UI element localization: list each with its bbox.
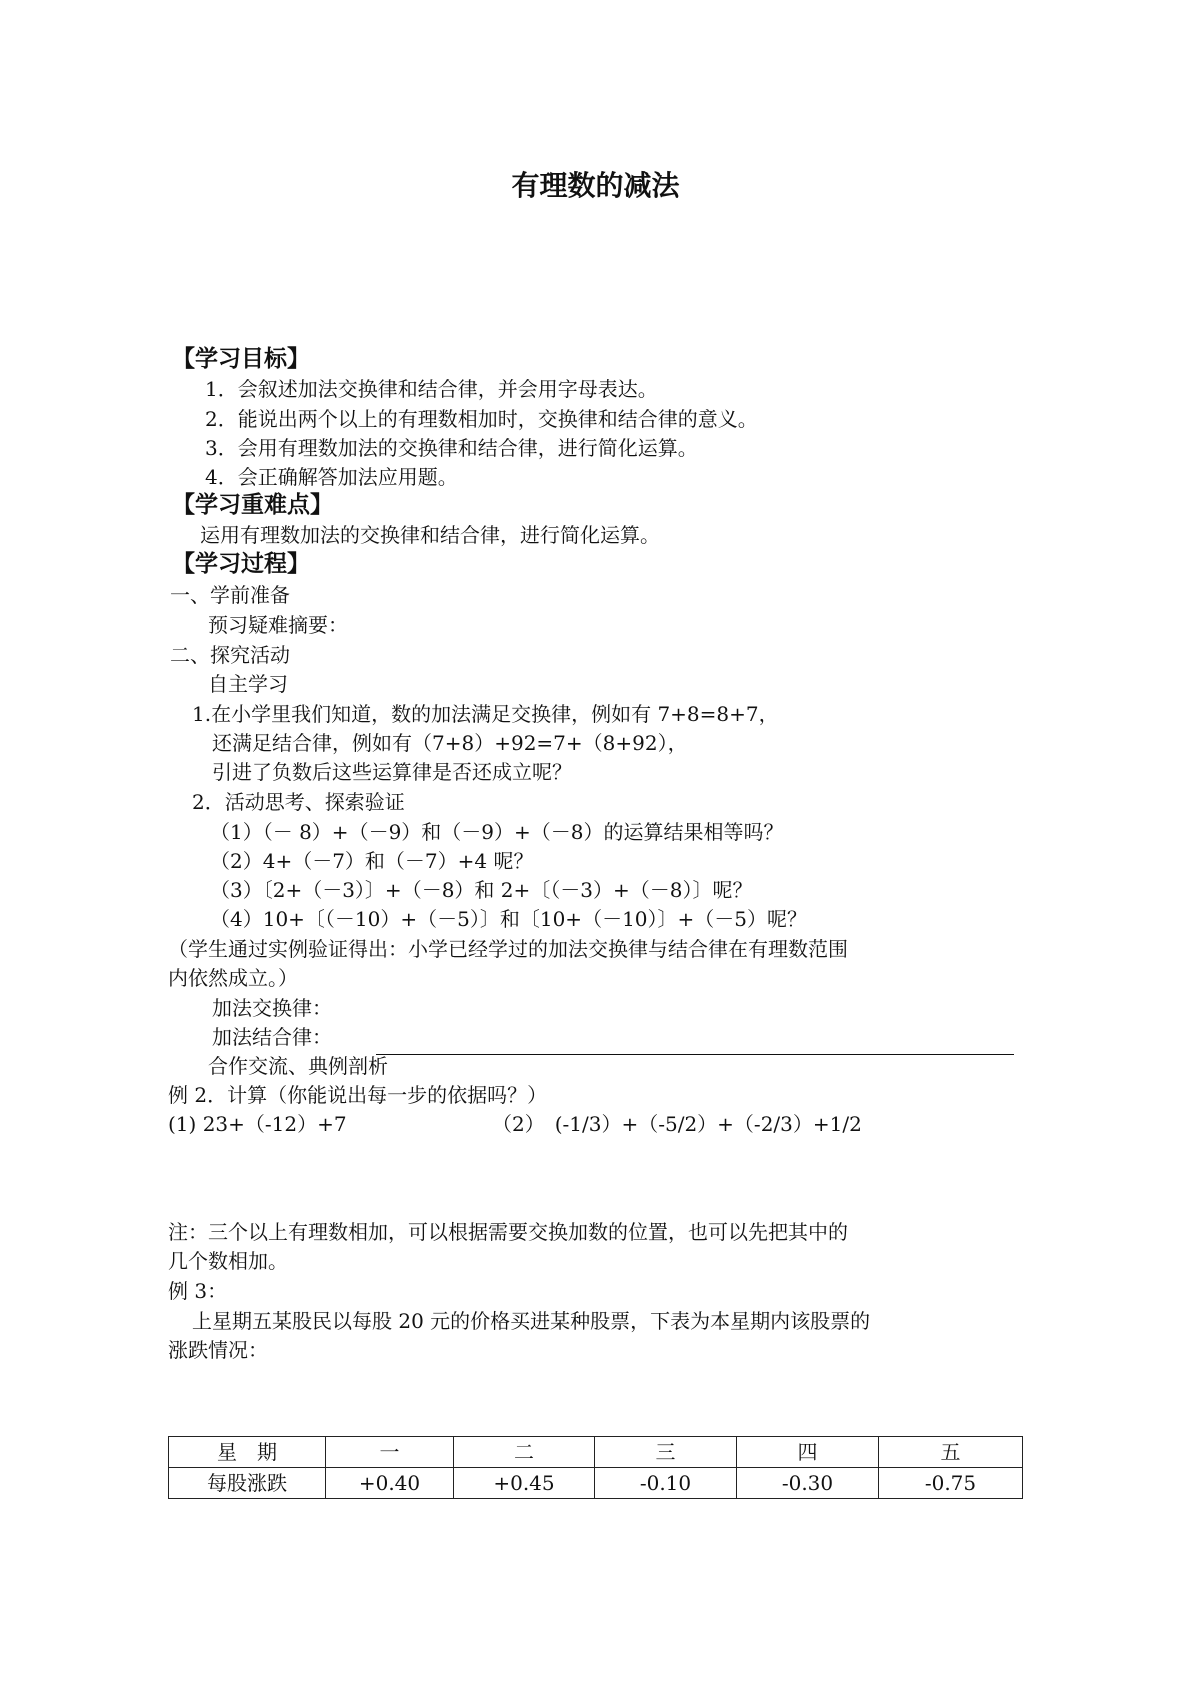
example2-item-2: （2） (-1/3）+（-5/2）+（-2/3）+1/2	[492, 1112, 862, 1136]
page-title: 有理数的减法	[511, 169, 680, 202]
example3-heading: 例 3：	[168, 1279, 228, 1303]
table-change-cell: +0.45	[454, 1468, 595, 1499]
commutative-law-label: 加法交换律：	[212, 996, 332, 1020]
table-change-cell: +0.40	[326, 1468, 454, 1499]
question1-line: 1.在小学里我们知道，数的加法满足交换律，例如有 7+8=8+7，	[192, 702, 779, 726]
table-day-cell: 四	[737, 1437, 879, 1468]
key-points-text: 运用有理数加法的交换律和结合律，进行简化运算。	[200, 523, 660, 547]
process-heading: 【学习过程】	[172, 551, 310, 577]
question2-item: （1）（－ 8）+（－9）和（－9）+（－8）的运算结果相等吗？	[210, 820, 784, 844]
question1-line: 引进了负数后这些运算律是否还成立呢？	[212, 760, 572, 784]
example2-item-1: (1) 23+（-12）+7	[168, 1112, 347, 1136]
table-day-cell: 三	[595, 1437, 737, 1468]
question2-item: （4）10+〔（－10）+（－5）〕和〔10+（－10）〕+（－5）呢？	[210, 907, 808, 931]
objective-item: 1．会叙述加法交换律和结合律，并会用字母表达。	[205, 377, 658, 401]
note-line: 几个数相加。	[168, 1249, 288, 1273]
part1-sub: 预习疑难摘要：	[208, 613, 348, 637]
table-row-label: 每股涨跌	[169, 1468, 326, 1499]
table-day-cell: 一	[326, 1437, 454, 1468]
stock-change-table	[168, 1436, 1023, 1499]
conclusion-line: 内依然成立。）	[168, 966, 298, 990]
table-header-cell: 星 期	[169, 1437, 326, 1468]
part2-sub: 自主学习	[208, 672, 288, 696]
question2-item: （3）〔2+（－3）〕+（－8）和 2+〔（－3）+（－8）〕呢？	[210, 878, 753, 902]
cooperation-label: 合作交流、典例剖析	[208, 1054, 388, 1078]
part1-label: 一、学前准备	[170, 583, 290, 607]
question1-line: 还满足结合律，例如有（7+8）+92=7+（8+92），	[212, 731, 688, 755]
commutative-law-answer-line	[376, 1054, 1014, 1055]
question2-item: （2）4+（－7）和（－7）+4 呢？	[210, 849, 534, 873]
part2-label: 二、探究活动	[170, 643, 290, 667]
table-change-cell: -0.75	[879, 1468, 1023, 1499]
example3-line: 上星期五某股民以每股 20 元的价格买进某种股票，下表为本星期内该股票的	[192, 1309, 871, 1333]
table-day-cell: 二	[454, 1437, 595, 1468]
table-row-days	[169, 1437, 1023, 1468]
objective-item: 4．会正确解答加法应用题。	[205, 465, 458, 489]
table-change-cell: -0.10	[595, 1468, 737, 1499]
table-row-changes	[169, 1468, 1023, 1499]
associative-law-label: 加法结合律：	[212, 1025, 332, 1049]
objectives-heading: 【学习目标】	[172, 346, 310, 372]
example3-line: 涨跌情况：	[168, 1338, 268, 1362]
question2-label: 2．活动思考、探索验证	[192, 790, 405, 814]
table-day-cell: 五	[879, 1437, 1023, 1468]
table-change-cell: -0.30	[737, 1468, 879, 1499]
note-line: 注：三个以上有理数相加，可以根据需要交换加数的位置，也可以先把其中的	[168, 1220, 848, 1244]
conclusion-line: （学生通过实例验证得出：小学已经学过的加法交换律与结合律在有理数范围	[168, 937, 848, 961]
objective-item: 2．能说出两个以上的有理数相加时，交换律和结合律的意义。	[205, 407, 758, 431]
example2-heading: 例 2．计算（你能说出每一步的依据吗？）	[168, 1083, 548, 1107]
objective-item: 3．会用有理数加法的交换律和结合律，进行简化运算。	[205, 436, 698, 460]
key-points-heading: 【学习重难点】	[172, 492, 333, 518]
